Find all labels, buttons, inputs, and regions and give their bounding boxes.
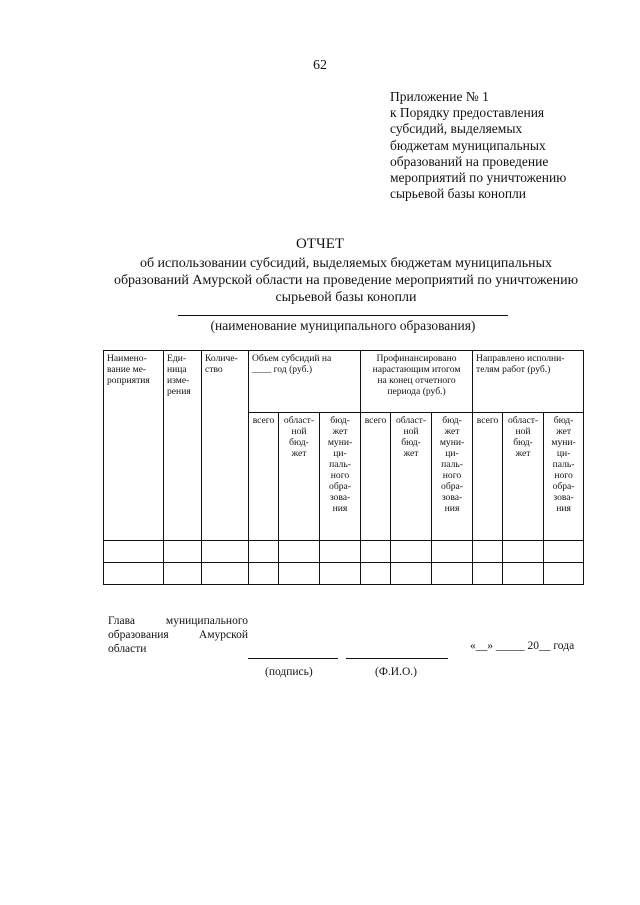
appendix-line: субсидий, выделяемых [390, 121, 523, 137]
table-cell [164, 563, 202, 585]
report-subtitle [96, 255, 596, 306]
table-cell [391, 563, 432, 585]
table-cell [544, 541, 584, 563]
table-cell [473, 563, 503, 585]
subheader-regional: област- ной бюд- жет [391, 413, 432, 541]
head-label-word: образования [108, 629, 169, 641]
head-label-word: Амурской [198, 629, 248, 641]
header-quantity: Количе- ство [202, 351, 249, 541]
appendix-line: Приложение № 1 [390, 89, 489, 104]
table-cell [320, 541, 361, 563]
subheader-municipal: бюд- жет муни- ци- паль- ного обра- зова- ния [544, 413, 584, 541]
subheader-municipal: бюд- жет муни- ци- паль- ного обра- зова- ния [320, 413, 361, 541]
appendix-line: к Порядку предоставления [390, 105, 545, 121]
header-directed: Направлено исполни- телям работ (руб.) [473, 351, 584, 413]
fio-label: (Ф.И.О.) [375, 666, 417, 678]
report-subtitle-line: об использовании субсидий, выделяемых бюджетам муниципальных [139, 256, 553, 271]
table-cell [249, 541, 279, 563]
report-title: ОТЧЕТ [295, 236, 345, 252]
subheader-regional: област- ной бюд- жет [279, 413, 320, 541]
table-cell [104, 563, 164, 585]
head-label-line [108, 614, 248, 628]
table-cell [279, 563, 320, 585]
table-row [104, 541, 584, 563]
table-cell [391, 541, 432, 563]
appendix-line: бюджетам муниципальных [390, 137, 546, 153]
subheader-total: всего [361, 413, 391, 541]
head-label-line [108, 642, 248, 656]
report-subtitle-line: сырьевой базы конопли [275, 290, 417, 305]
appendix-line: мероприятий по уничтожению [390, 170, 567, 186]
municipality-label: (наименование муниципального образования) [210, 318, 476, 333]
subheader-total: всего [473, 413, 503, 541]
table-cell [473, 541, 503, 563]
page-number: 62 [313, 58, 327, 73]
table-cell [164, 541, 202, 563]
table-cell [279, 541, 320, 563]
table-cell [202, 563, 249, 585]
head-label-word: области [108, 643, 147, 655]
table-cell [544, 563, 584, 585]
head-label-word: Глава [108, 615, 136, 627]
head-of-municipality-label [108, 614, 248, 656]
head-label-line [108, 628, 248, 642]
header-event: Наимено- вание ме- роприятия [104, 351, 164, 541]
date-field: «__» _____ 20__ года [470, 640, 575, 652]
header-unit: Еди- ница изме- рения [164, 351, 202, 541]
table-cell [320, 563, 361, 585]
report-subtitle-line: образований Амурской области на проведение мероприятий по уничтожению [113, 273, 579, 288]
table-cell [104, 541, 164, 563]
table-cell [432, 563, 473, 585]
table-cell [361, 541, 391, 563]
signature-line [248, 658, 338, 659]
appendix-line: сырьевой базы конопли [390, 186, 527, 202]
table-cell [202, 541, 249, 563]
signature-label: (подпись) [265, 666, 313, 678]
table-cell [503, 563, 544, 585]
appendix-block [390, 89, 600, 202]
head-label-word: муниципального [165, 615, 248, 627]
table-row [104, 563, 584, 585]
appendix-line: образований на проведение [390, 153, 549, 169]
report-table [103, 350, 584, 585]
subheader-total: всего [249, 413, 279, 541]
table-cell [503, 541, 544, 563]
table-cell [361, 563, 391, 585]
fio-line [346, 658, 448, 659]
header-subsidy-volume: Объем субсидий на ____ год (руб.) [249, 351, 361, 413]
municipality-fill-line [178, 315, 508, 316]
table-cell [432, 541, 473, 563]
header-financed: Профинансировано нарастающим итогом на конец отчетного периода (руб.) [361, 351, 473, 413]
subheader-regional: област- ной бюд- жет [503, 413, 544, 541]
table-cell [249, 563, 279, 585]
subheader-municipal: бюд- жет муни- ци- паль- ного обра- зова- ния [432, 413, 473, 541]
